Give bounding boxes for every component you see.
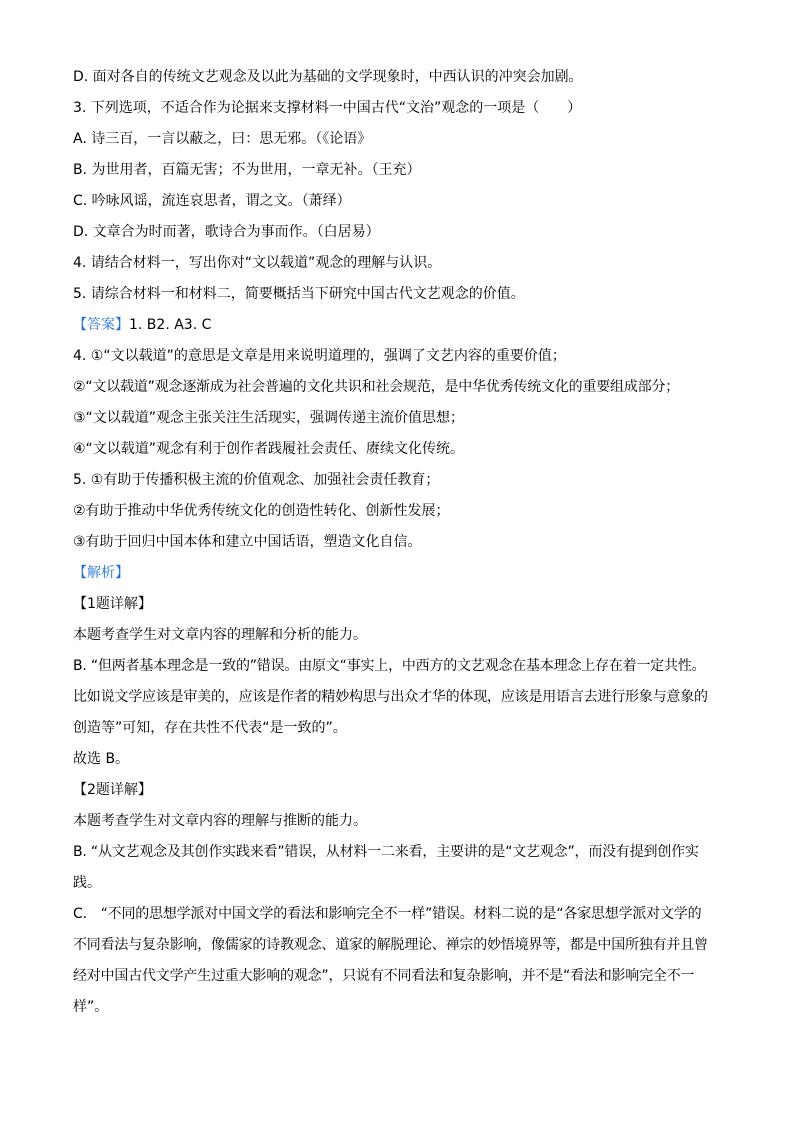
q2-line: B. “从文艺观念及其创作实践来看”错误，从材料一二来看，主要讲的是“文艺观念”，而没有提到创作实 xyxy=(73,844,699,860)
q2-line: 本题考查学生对文章内容的理解与推断的能力。 xyxy=(73,813,367,829)
answer-heading-line xyxy=(73,310,729,341)
answer-line: 4. ①“文以载道”的意思是文章是用来说明道理的，强调了文艺内容的重要价值； xyxy=(73,348,566,364)
answer-line: ③“文以载道”观念主张关注生活现实，强调传递主流价值思想； xyxy=(73,410,465,426)
q2-line: 样”。 xyxy=(73,999,109,1015)
option-a: A. 诗三百，一言以蔽之，曰：思无邪。（《论语》 xyxy=(73,131,372,147)
q1-label: 【1题详解】 xyxy=(73,596,152,612)
q1-line: B. “但两者基本理念是一致的”错误。由原文“事实上，中西方的文艺观念在基本理念上存在着一定共性。 xyxy=(73,658,706,674)
answer-line: 5. ①有助于传播积极主流的价值观念、加强社会责任教育； xyxy=(73,472,440,488)
option-d-previous: D. 面对各自的传统文艺观念及以此为基础的文学现象时，中西认识的冲突会加剧。 xyxy=(73,69,583,85)
answer-line: ②有助于推动中华优秀传统文化的创造性转化、创新性发展； xyxy=(73,503,450,519)
answer-choices: 1. B2. A3. C xyxy=(129,317,212,333)
question-5: 5. 请综合材料一和材料二，简要概括当下研究中国古代文艺观念的价值。 xyxy=(73,286,525,302)
option-b: B. 为世用者，百篇无害；不为世用，一章无补。（王充） xyxy=(73,162,421,178)
q2-label: 【2题详解】 xyxy=(73,782,152,798)
option-d: D. 文章合为时而著，歌诗合为事而作。（白居易） xyxy=(73,224,380,240)
q1-line: 比如说文学应该是审美的，应该是作者的精妙构思与出众才华的体现，应该是用语言去进行形象与意象的 xyxy=(73,689,708,705)
answer-line: ②“文以载道”观念逐渐成为社会普遍的文化共识和社会规范，是中华优秀传统文化的重要组成部分； xyxy=(73,379,680,395)
q2-line: C. “不同的思想学派对中国文学的看法和影响完全不一样”错误。材料二说的是“各家思想学派对文学的 xyxy=(73,906,702,922)
analysis-label: 【解析】 xyxy=(73,565,129,581)
q2-line: 践。 xyxy=(73,875,101,891)
answer-label: 【答案】 xyxy=(73,317,129,333)
document-page xyxy=(73,62,729,1023)
q2-line: 经对中国古代文学产生过重大影响的观念”，只说有不同看法和复杂影响，并不是“看法和影响完全不一 xyxy=(73,968,695,984)
question-3: 3. 下列选项，不适合作为论据来支撑材料一中国古代“文治”观念的一项是（ ） xyxy=(73,100,582,116)
q1-line: 故选 B。 xyxy=(73,751,130,767)
q1-line: 本题考查学生对文章内容的理解和分析的能力。 xyxy=(73,627,367,643)
q1-line: 创造等”可知，存在共性不代表“是一致的”。 xyxy=(73,720,347,736)
option-c: C. 吟咏风谣，流连哀思者，谓之文。（萧绎） xyxy=(73,193,351,209)
answer-line: ③有助于回归中国本体和建立中国话语，塑造文化自信。 xyxy=(73,534,422,550)
question-4: 4. 请结合材料一，写出你对“文以载道”观念的理解与认识。 xyxy=(73,255,442,271)
q2-line: 不同看法与复杂影响，像儒家的诗教观念、道家的解脱理论、禅宗的妙悟境界等，都是中国所独有并且曾 xyxy=(73,937,708,953)
answer-line: ④“文以载道”观念有利于创作者践履社会责任、赓续文化传统。 xyxy=(73,441,465,457)
